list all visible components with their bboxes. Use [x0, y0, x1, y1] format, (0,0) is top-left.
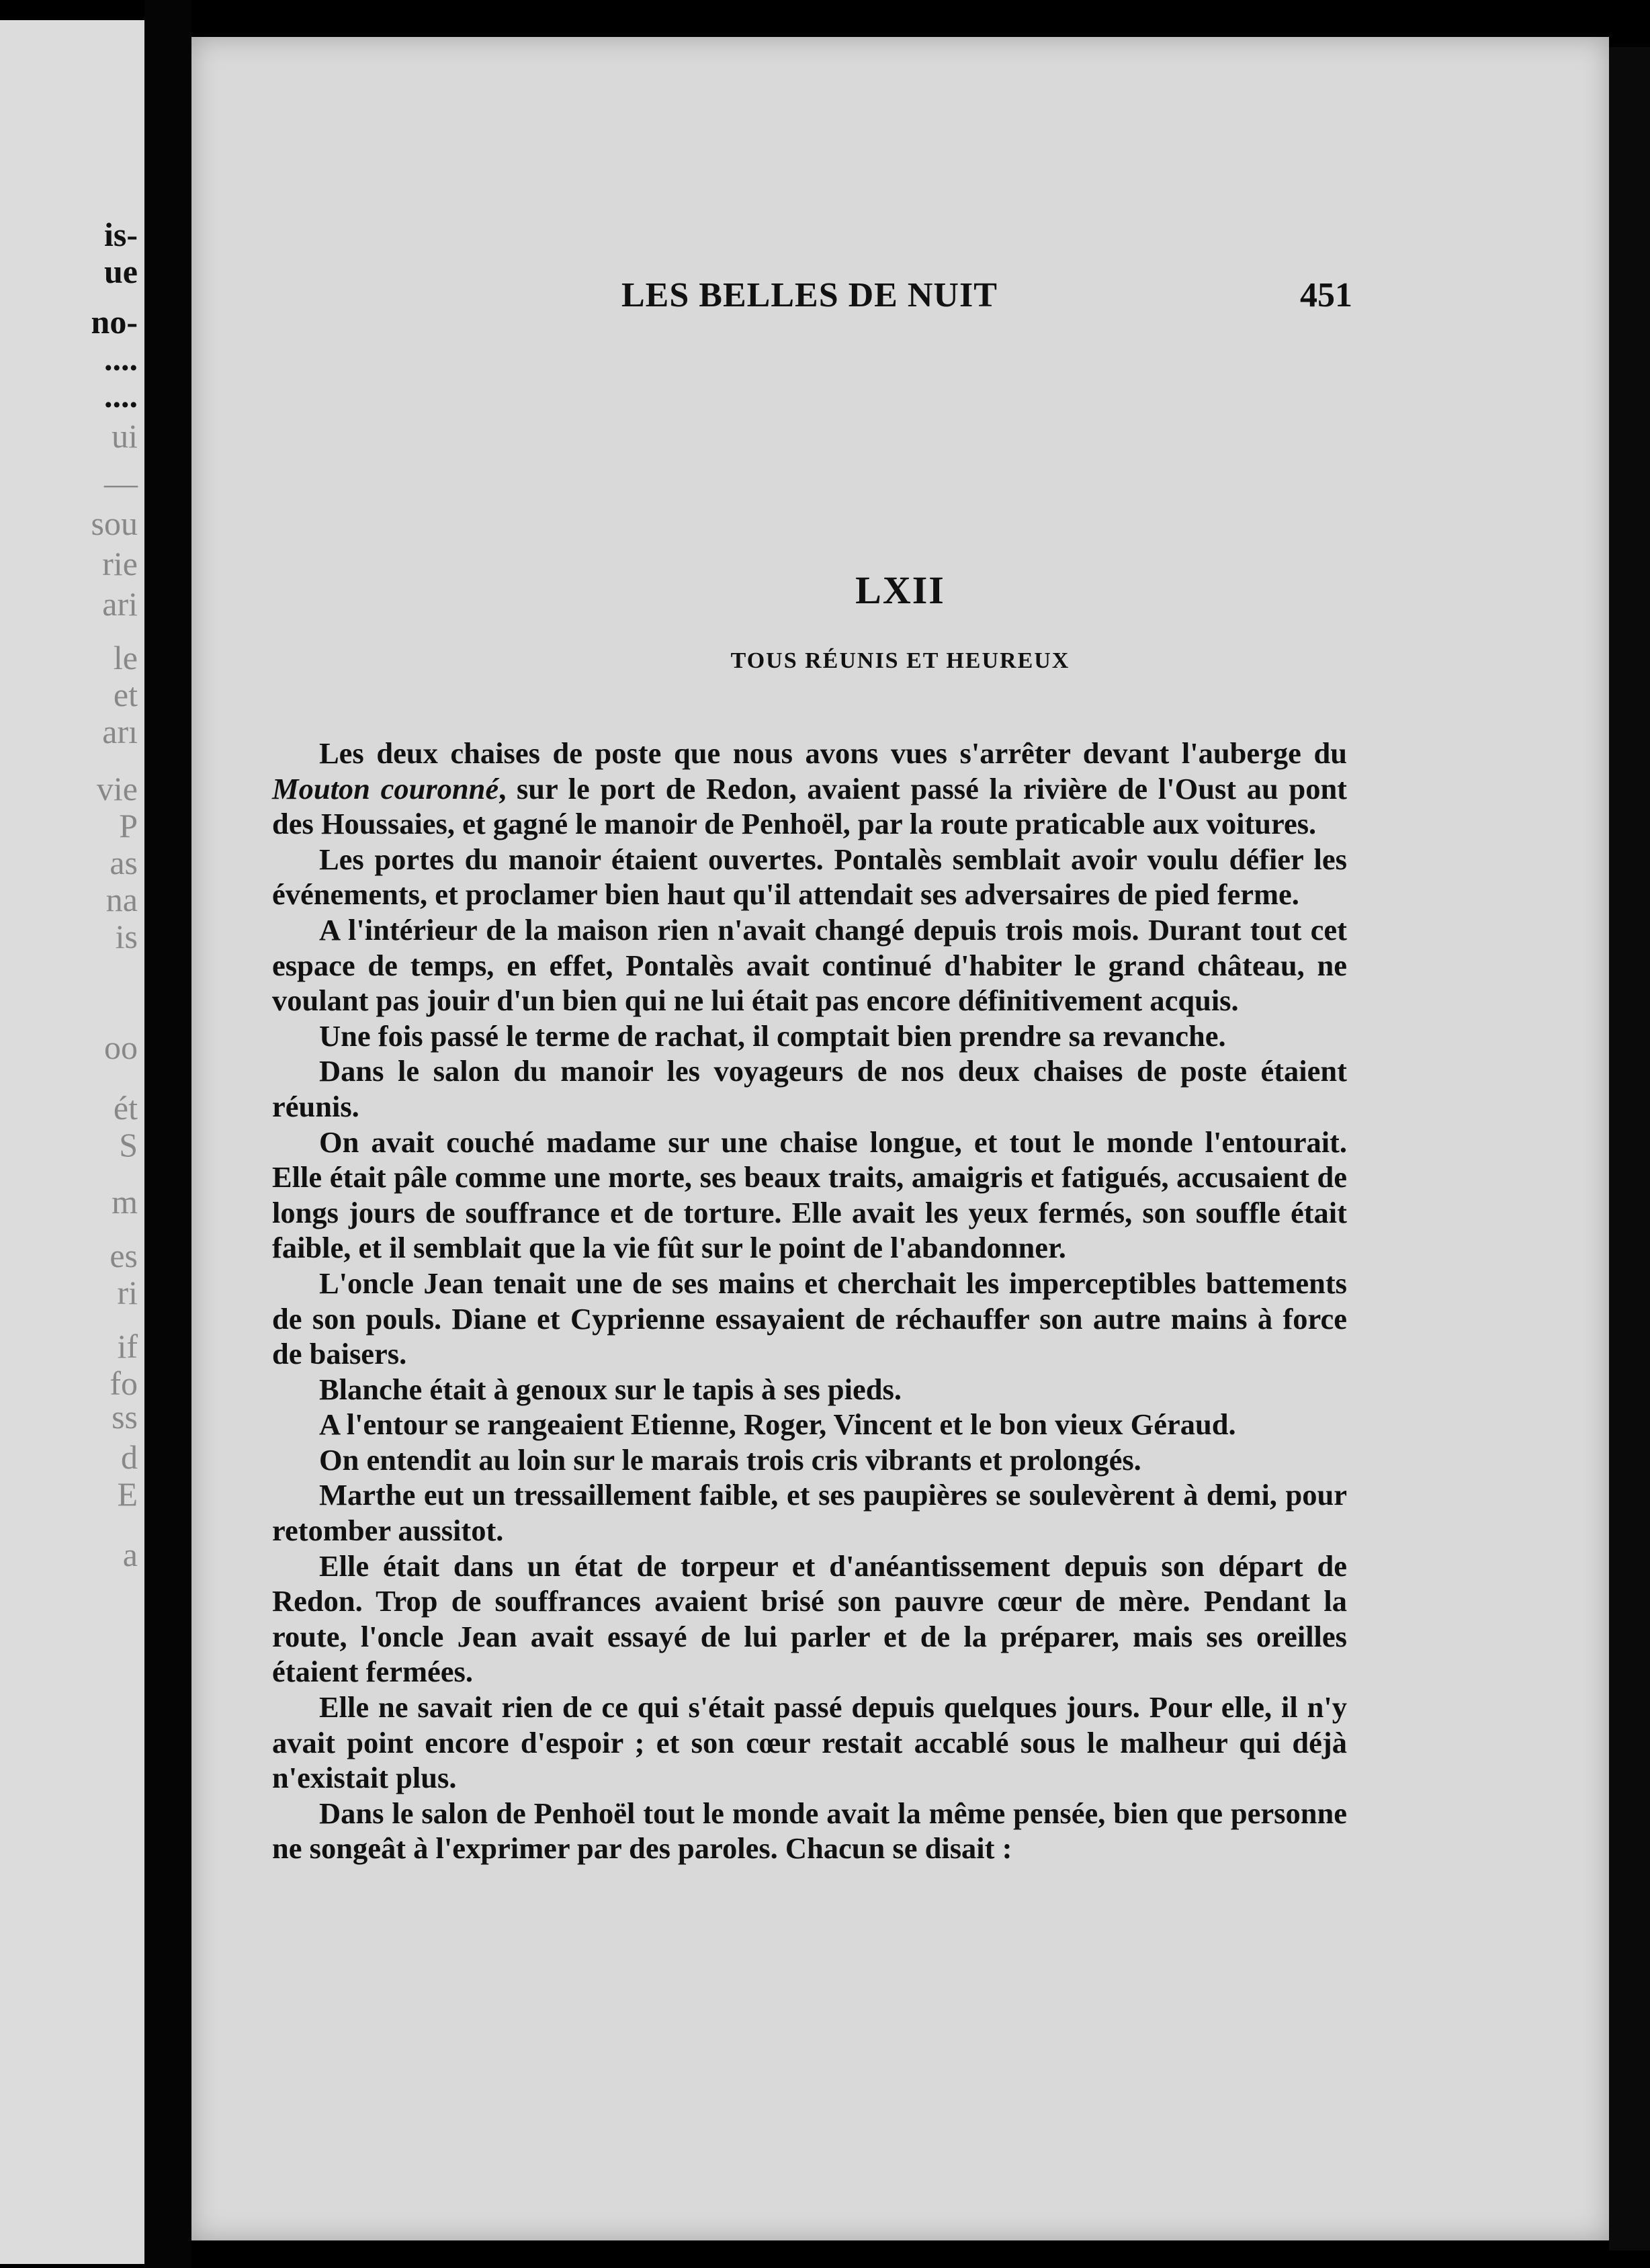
- paragraph-text: Dans le salon du manoir les voyageurs de nos deux chaises de poste étaient réunis.: [272, 1054, 1347, 1123]
- paragraph: [272, 1018, 1347, 1054]
- left-page-fragment: —: [104, 464, 138, 502]
- body-text: [272, 736, 1347, 1866]
- paragraph-text: Elle ne savait rien de ce qui s'était passé depuis quelques jours. Pour elle, il n'y avait point encore d'espoir ; et son cœur restait accablé sous le malheur qui déjà n'existait plus.: [272, 1690, 1347, 1795]
- book-gutter: [144, 0, 191, 2268]
- paragraph-text: Dans le salon de Penhoël tout le monde avait la même pensée, bien que personne ne songeât à l'exprimer par des paroles. Chacun se disait :: [272, 1796, 1347, 1866]
- book-page: [191, 37, 1609, 2240]
- left-page-fragment: P: [119, 807, 138, 844]
- left-page-fragment: ét: [113, 1089, 138, 1127]
- paragraph-text: , sur le port de Redon, avaient passé la rivière de l'Oust au pont des Houssaies, et gagné le manoir de Penhoël, par la route praticable aux voitures.: [272, 771, 1348, 841]
- paragraph-text: On avait couché madame sur une chaise longue, et tout le monde l'entourait. Elle était pâle comme une morte, ses beaux traits, amaigris et fatigués, accusaient de longs jours de souffrance et de torture. Elle avait les yeux fermés, son souffle était faible, et il semblait que la vie fût sur le point de l'abandonner.: [272, 1125, 1347, 1265]
- left-page-fragment: es: [110, 1237, 138, 1274]
- paragraph: [272, 1266, 1347, 1372]
- chapter-number: LXII: [855, 568, 945, 612]
- left-page-fragment: ....: [104, 340, 138, 378]
- paragraph-text: A l'entour se rangeaient Etienne, Roger, Vincent et le bon vieux Géraud.: [319, 1407, 1236, 1442]
- left-page-fragment: a: [122, 1536, 138, 1573]
- paragraph: [272, 912, 1347, 1018]
- left-page-fragment: ri: [117, 1274, 138, 1311]
- paragraph: [272, 1477, 1347, 1548]
- left-page-fragment: ....: [104, 377, 138, 415]
- running-title: LES BELLES DE NUIT: [621, 276, 998, 314]
- left-page-fragment: is: [115, 918, 138, 955]
- left-facing-page: [0, 20, 144, 2264]
- left-page-fragment: no-: [91, 303, 138, 341]
- left-page-fragment: ue: [104, 253, 138, 290]
- paragraph: [272, 1796, 1347, 1866]
- left-page-fragment: rie: [102, 545, 138, 582]
- left-page-fragment: is-: [104, 216, 138, 253]
- paragraph: [272, 1407, 1347, 1442]
- left-page-fragment: S: [119, 1126, 138, 1164]
- paragraph-text: On entendit au loin sur le marais trois cris vibrants et prolongés.: [319, 1442, 1141, 1477]
- paragraph-text: Marthe eut un tressaillement faible, et ses paupières se soulevèrent à demi, pour retomber aussitot.: [272, 1478, 1347, 1548]
- paragraph-text: A l'intérieur de la maison rien n'avait changé depuis trois mois. Durant tout cet espace de temps, en effet, Pontalès avait continué d'habiter le grand château, ne voulant pas jouir d'un bien qui ne lui était pas encore définitivement acquis.: [272, 912, 1347, 1018]
- left-page-fragment: as: [110, 844, 138, 881]
- left-page-fragment: le: [113, 639, 138, 677]
- left-page-fragment: ss: [112, 1398, 138, 1436]
- left-page-fragment: vie: [96, 770, 138, 808]
- paragraph: [272, 1442, 1347, 1478]
- left-page-fragment: m: [112, 1183, 138, 1221]
- paragraph: [272, 1125, 1347, 1266]
- paragraph: [272, 842, 1347, 912]
- paragraph: [272, 1053, 1347, 1124]
- paragraph-text: Les portes du manoir étaient ouvertes. Pontalès semblait avoir voulu défier les événements, et proclamer bien haut qu'il attendait ses adversaires de pied ferme.: [272, 842, 1347, 912]
- left-page-fragment: fo: [110, 1364, 138, 1402]
- left-page-fragment: if: [117, 1327, 138, 1365]
- left-page-fragment: na: [105, 881, 138, 918]
- paragraph: [272, 1690, 1347, 1796]
- page-number: 451: [1300, 276, 1352, 314]
- page-header: [191, 275, 1609, 329]
- left-page-fragment: ari: [102, 585, 138, 623]
- paragraph-text: Elle était dans un état de torpeur et d'anéantissement depuis son départ de Redon. Trop de souffrances avaient brisé son pauvre cœur de mère. Pendant la route, l'oncle Jean avait essayé de lui parler et de la préparer, mais ses oreilles étaient fermées.: [272, 1549, 1347, 1689]
- left-page-fragment: et: [113, 676, 138, 713]
- left-page-fragment: oo: [104, 1029, 138, 1066]
- paragraph: [272, 1372, 1347, 1407]
- paragraph-text: Blanche était à genoux sur le tapis à ses pieds.: [319, 1372, 902, 1406]
- paragraph-text: L'oncle Jean tenait une de ses mains et cherchait les imperceptibles battements de son pouls. Diane et Cyprienne essayaient de réchauffer son autre mains à force de baisers.: [272, 1266, 1347, 1371]
- paragraph-text: Les deux chaises de poste que nous avons vues s'arrêter devant l'auberge du: [319, 736, 1347, 770]
- paragraph: [272, 1549, 1347, 1690]
- left-page-fragment: arı: [102, 713, 138, 750]
- paragraph-text: Une fois passé le terme de rachat, il comptait bien prendre sa revanche.: [319, 1018, 1226, 1053]
- chapter-title: TOUS RÉUNIS ET HEUREUX: [730, 648, 1070, 673]
- paragraph-italic-text: Mouton couronné: [272, 771, 499, 805]
- paragraph: [272, 736, 1347, 842]
- left-page-fragment: d: [121, 1438, 138, 1476]
- left-page-fragment: ui: [112, 417, 138, 455]
- left-page-fragment: E: [117, 1475, 138, 1513]
- left-page-fragment: sou: [91, 505, 138, 542]
- page-edge: [1609, 47, 1650, 2251]
